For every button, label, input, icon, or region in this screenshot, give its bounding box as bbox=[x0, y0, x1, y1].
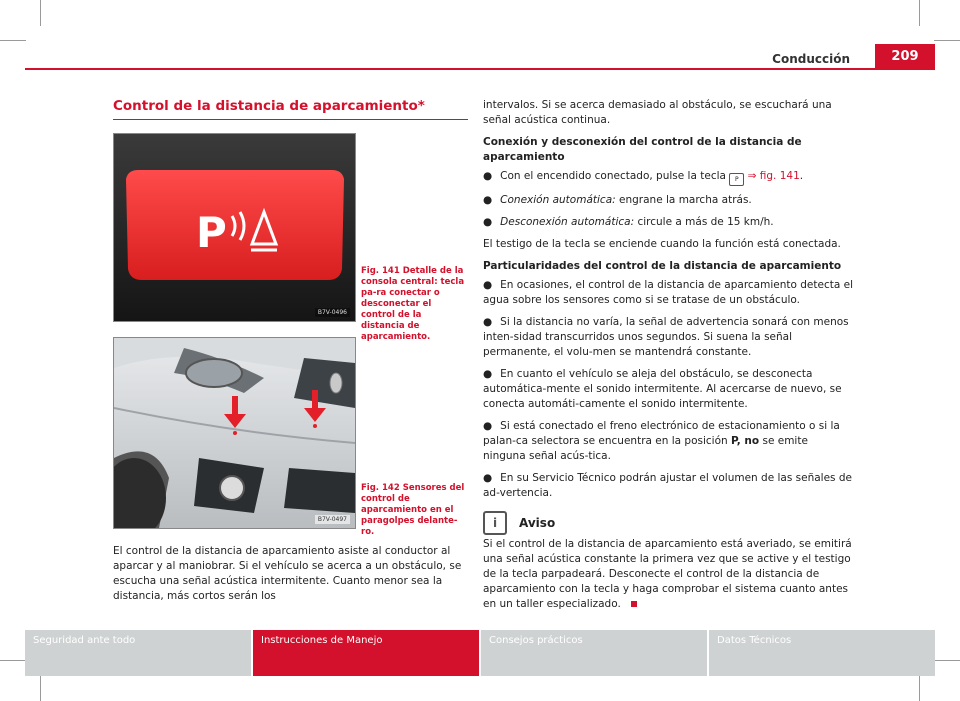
list-item bbox=[483, 367, 853, 412]
bullet-text: Con el encendido conectado, pulse la tecla bbox=[500, 170, 726, 182]
bullet-icon: ● bbox=[483, 316, 493, 328]
list-item bbox=[483, 419, 853, 464]
crop-mark bbox=[919, 675, 920, 701]
car-front-illustration bbox=[114, 338, 355, 528]
section-divider bbox=[113, 119, 468, 120]
position-label: P, no bbox=[731, 435, 760, 447]
bullet-label: Conexión automática: bbox=[500, 194, 616, 206]
intro-paragraph: El control de la distancia de aparcamiento asiste al conductor al aparcar y al maniobrar. Si el vehículo se acerca a un obstáculo, se escucha una señal acústica intermitente. Cuanto menor sea la distancia, más cortos serán los bbox=[113, 545, 462, 602]
fig-141-link[interactable]: ⇒ fig. 141 bbox=[747, 170, 800, 182]
bullet-text: En ocasiones, el control de la distancia de aparcamiento detecta el agua sobre los sensores como si se tratase de un obstáculo. bbox=[483, 279, 853, 306]
parking-button-illustration bbox=[114, 134, 355, 321]
caption-number: Fig. 142 bbox=[361, 483, 400, 493]
subheading-connection: Conexión y desconexión del control de la distancia de aparcamiento bbox=[483, 136, 802, 163]
bullet-icon: ● bbox=[483, 420, 493, 432]
list-item bbox=[483, 471, 853, 501]
caption-number: Fig. 141 bbox=[361, 266, 400, 276]
note-paragraph bbox=[483, 537, 853, 612]
crop-mark bbox=[0, 660, 26, 661]
figure-code: B7V-0496 bbox=[315, 308, 350, 317]
end-of-section-icon bbox=[631, 601, 637, 607]
parking-key-icon: P bbox=[729, 173, 744, 186]
note-header bbox=[483, 511, 853, 535]
crop-mark bbox=[40, 0, 41, 26]
bullet-text: En su Servicio Técnico podrán ajustar el volumen de las señales de ad-vertencia. bbox=[483, 472, 852, 499]
section-title: Control de la distancia de aparcamiento* bbox=[113, 98, 425, 114]
header-divider bbox=[25, 68, 935, 70]
figure-141-caption bbox=[361, 266, 466, 343]
right-column bbox=[483, 98, 853, 619]
bullet-text: Si la distancia no varía, la señal de advertencia sonará con menos inten-sidad transcurridos unos segundos. Si suena la señal permanente, el volu-men se mantendrá constante. bbox=[483, 316, 849, 358]
bullet-end: . bbox=[799, 170, 804, 182]
footer-tab-technical-data[interactable]: Datos Técnicos bbox=[709, 630, 935, 676]
page-header-title: Conducción bbox=[772, 52, 850, 66]
crop-mark bbox=[0, 40, 26, 41]
figure-code: B7V-0497 bbox=[315, 515, 350, 524]
figure-142-caption bbox=[361, 483, 466, 538]
list-item bbox=[483, 169, 853, 186]
svg-text:P: P bbox=[196, 208, 227, 257]
footer-tab-operating-instructions[interactable]: Instrucciones de Manejo bbox=[253, 630, 479, 676]
crop-mark bbox=[934, 660, 960, 661]
bullet-icon: ● bbox=[483, 472, 493, 484]
bullet-icon: ● bbox=[483, 368, 493, 380]
list-item bbox=[483, 278, 853, 308]
figure-142-front-sensors bbox=[113, 337, 356, 529]
footer-tab-bar bbox=[25, 630, 935, 676]
testigo-paragraph: El testigo de la tecla se enciende cuando la función está conectada. bbox=[483, 238, 841, 250]
continuation-paragraph: intervalos. Si se acerca demasiado al obstáculo, se escuchará una señal acústica continua. bbox=[483, 99, 832, 126]
caption-text: Sensores del control de aparcamiento en el paragolpes delante-ro. bbox=[361, 483, 465, 537]
crop-mark bbox=[40, 675, 41, 701]
bullet-text: se emite ninguna señal acús-tica. bbox=[483, 435, 808, 462]
bullet-icon: ● bbox=[483, 170, 493, 182]
list-item bbox=[483, 315, 853, 360]
bullet-label: Desconexión automática: bbox=[500, 216, 635, 228]
crop-mark bbox=[934, 40, 960, 41]
bullet-icon: ● bbox=[483, 194, 493, 206]
footer-tab-practical-tips[interactable]: Consejos prácticos bbox=[481, 630, 707, 676]
caption-text: Detalle de la consola central: tecla pa-ra conectar o desconectar el control de la distancia de aparcamiento. bbox=[361, 266, 465, 342]
subheading-particularities: Particularidades del control de la distancia de aparcamiento bbox=[483, 260, 842, 272]
bullet-icon: ● bbox=[483, 216, 493, 228]
note-text: Si el control de la distancia de aparcamiento está averiado, se emitirá una señal acústica constante la primera vez que se active y el testigo de la tecla parpadeará. Desconecte el control de la distancia de aparcamiento con la tecla y haga comprobar el sistema cuanto antes en un taller especializado. bbox=[483, 538, 852, 610]
footer-tab-safety[interactable]: Seguridad ante todo bbox=[25, 630, 251, 676]
bullet-text: Si está conectado el freno electrónico de estacionamiento o si la palan-ca selectora se encuentra en la posición bbox=[483, 420, 840, 447]
note-title: Aviso bbox=[519, 515, 556, 530]
bullet-text: circule a más de 15 km/h. bbox=[637, 216, 774, 228]
list-item bbox=[483, 193, 853, 208]
bullet-text: engrane la marcha atrás. bbox=[619, 194, 752, 206]
crop-mark bbox=[919, 0, 920, 26]
info-icon: i bbox=[483, 511, 507, 535]
bullet-text: En cuanto el vehículo se aleja del obstáculo, se desconecta automática-mente el sonido intermitente. Al acercarse de nuevo, se conecta automáti-camente el sonido intermitente. bbox=[483, 368, 842, 410]
figure-141-parking-button bbox=[113, 133, 356, 322]
page-number: 209 bbox=[875, 44, 935, 68]
bullet-icon: ● bbox=[483, 279, 493, 291]
list-item bbox=[483, 215, 853, 230]
